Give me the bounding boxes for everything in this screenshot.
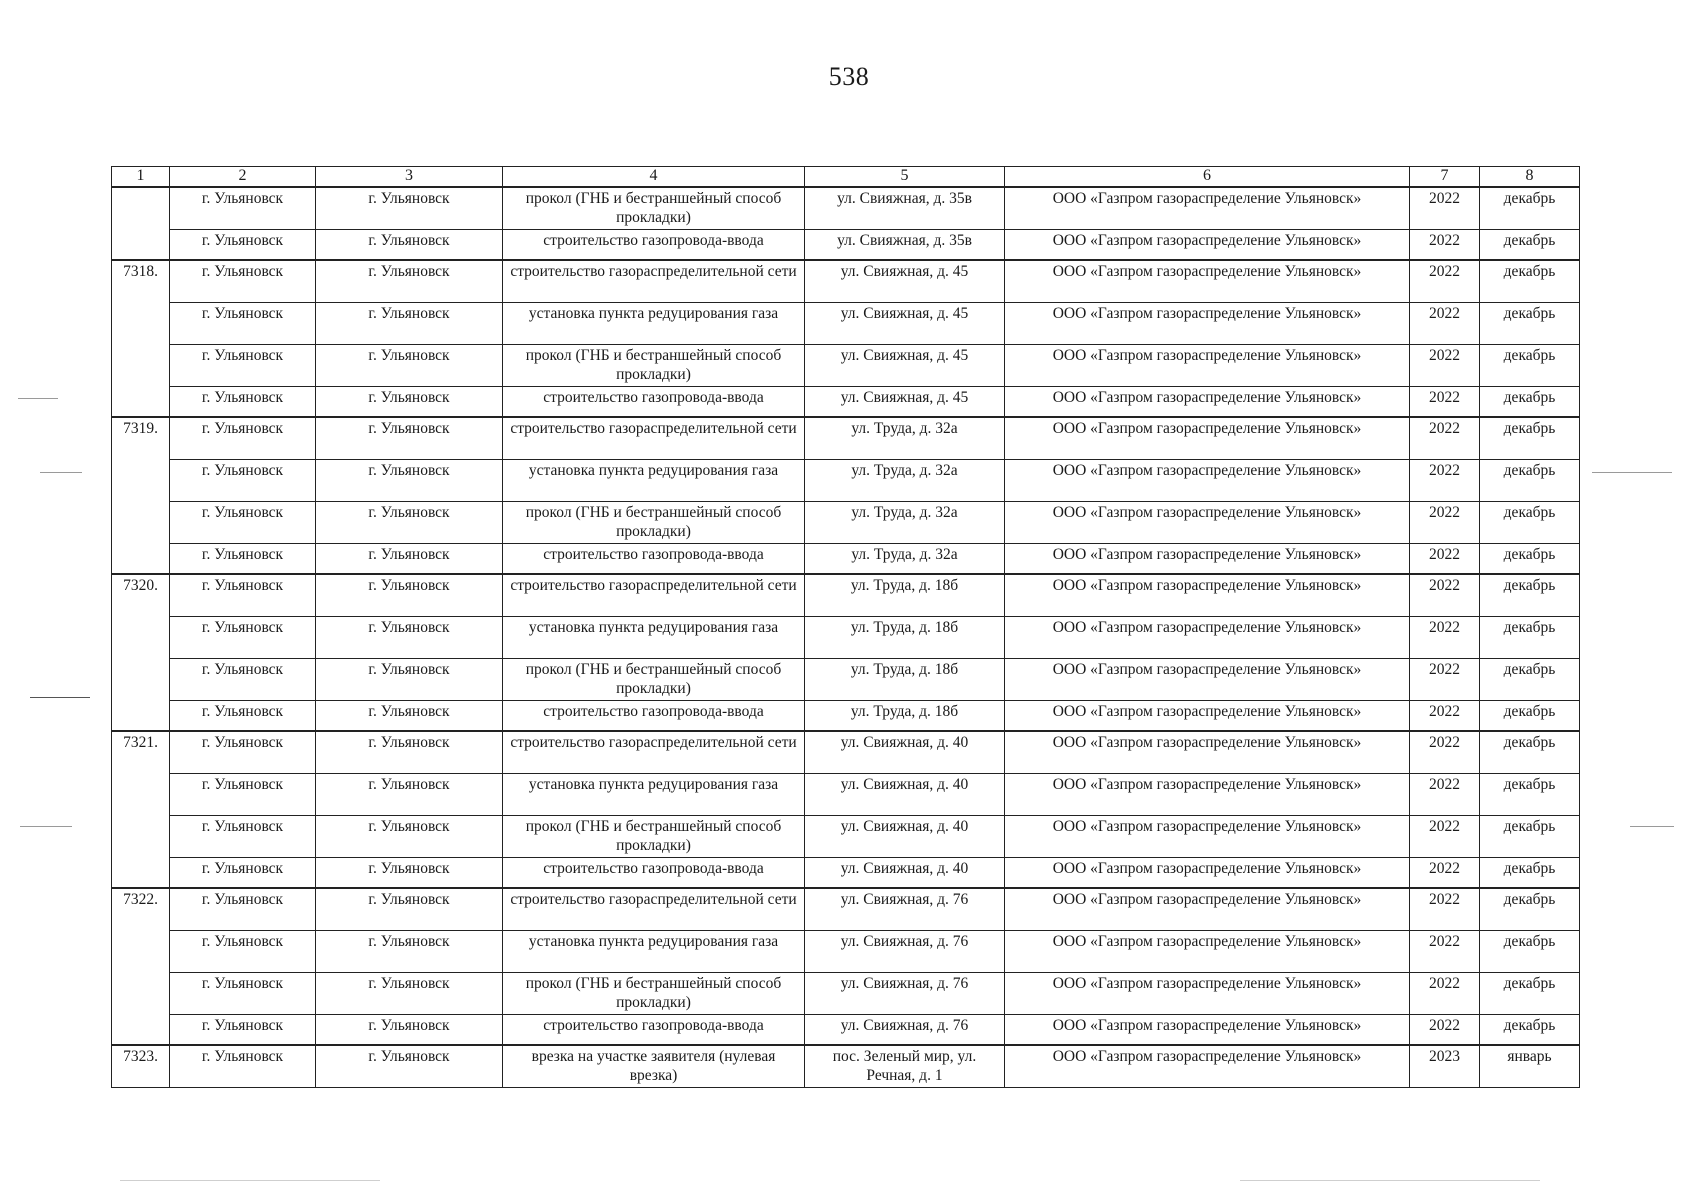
table-row	[112, 774, 1580, 816]
cell-month: декабрь	[1480, 230, 1580, 261]
cell-month: декабрь	[1480, 816, 1580, 858]
cell-number	[112, 931, 170, 973]
cell-address: ул. Свияжная, д. 45	[805, 345, 1005, 387]
cell-number	[112, 701, 170, 732]
cell-work-type: строительство газопровода-ввода	[503, 230, 805, 261]
cell-settlement: г. Ульяновск	[316, 345, 503, 387]
cell-municipality: г. Ульяновск	[170, 858, 316, 889]
cell-number: 7320.	[112, 574, 170, 617]
cell-month: декабрь	[1480, 858, 1580, 889]
table-row	[112, 387, 1580, 418]
cell-month: декабрь	[1480, 931, 1580, 973]
cell-work-type: строительство газопровода-ввода	[503, 544, 805, 575]
table-row	[112, 858, 1580, 889]
cell-address: ул. Свияжная, д. 40	[805, 731, 1005, 774]
cell-month: декабрь	[1480, 387, 1580, 418]
cell-address: ул. Свияжная, д. 40	[805, 774, 1005, 816]
table-row	[112, 1045, 1580, 1088]
cell-number: 7319.	[112, 417, 170, 460]
cell-number	[112, 774, 170, 816]
cell-address: ул. Свияжная, д. 40	[805, 858, 1005, 889]
cell-year: 2022	[1410, 1015, 1480, 1046]
cell-year: 2022	[1410, 888, 1480, 931]
cell-organization: ООО «Газпром газораспределение Ульяновск»	[1005, 417, 1410, 460]
cell-address: ул. Свияжная, д. 45	[805, 260, 1005, 303]
table-row	[112, 1015, 1580, 1046]
cell-address: ул. Свияжная, д. 35в	[805, 230, 1005, 261]
cell-address: ул. Труда, д. 32а	[805, 417, 1005, 460]
cell-number	[112, 345, 170, 387]
cell-organization: ООО «Газпром газораспределение Ульяновск»	[1005, 1045, 1410, 1088]
cell-organization: ООО «Газпром газораспределение Ульяновск»	[1005, 816, 1410, 858]
cell-municipality: г. Ульяновск	[170, 731, 316, 774]
table-row	[112, 617, 1580, 659]
column-header-5: 5	[805, 167, 1005, 188]
cell-address: ул. Свияжная, д. 76	[805, 973, 1005, 1015]
cell-municipality: г. Ульяновск	[170, 973, 316, 1015]
cell-settlement: г. Ульяновск	[316, 574, 503, 617]
cell-work-type: строительство газопровода-ввода	[503, 387, 805, 418]
cell-year: 2022	[1410, 701, 1480, 732]
cell-address: ул. Свияжная, д. 76	[805, 1015, 1005, 1046]
table-row	[112, 417, 1580, 460]
cell-settlement: г. Ульяновск	[316, 1045, 503, 1088]
cell-year: 2022	[1410, 659, 1480, 701]
cell-municipality: г. Ульяновск	[170, 816, 316, 858]
cell-municipality: г. Ульяновск	[170, 931, 316, 973]
cell-number	[112, 1015, 170, 1046]
cell-municipality: г. Ульяновск	[170, 617, 316, 659]
cell-settlement: г. Ульяновск	[316, 731, 503, 774]
cell-address: ул. Свияжная, д. 45	[805, 303, 1005, 345]
column-header-4: 4	[503, 167, 805, 188]
cell-municipality: г. Ульяновск	[170, 187, 316, 230]
cell-number: 7323.	[112, 1045, 170, 1088]
cell-work-type: прокол (ГНБ и бестраншейный способ прокладки)	[503, 659, 805, 701]
column-header-8: 8	[1480, 167, 1580, 188]
cell-settlement: г. Ульяновск	[316, 701, 503, 732]
table-row	[112, 973, 1580, 1015]
cell-settlement: г. Ульяновск	[316, 230, 503, 261]
column-header-3: 3	[316, 167, 503, 188]
cell-municipality: г. Ульяновск	[170, 345, 316, 387]
cell-municipality: г. Ульяновск	[170, 230, 316, 261]
cell-work-type: врезка на участке заявителя (нулевая врезка)	[503, 1045, 805, 1088]
cell-settlement: г. Ульяновск	[316, 774, 503, 816]
cell-year: 2022	[1410, 574, 1480, 617]
cell-settlement: г. Ульяновск	[316, 931, 503, 973]
cell-address: ул. Свияжная, д. 40	[805, 816, 1005, 858]
column-header-2: 2	[170, 167, 316, 188]
cell-organization: ООО «Газпром газораспределение Ульяновск»	[1005, 888, 1410, 931]
cell-work-type: прокол (ГНБ и бестраншейный способ прокладки)	[503, 345, 805, 387]
scan-artifact	[1240, 1180, 1540, 1181]
scan-artifact	[120, 1180, 380, 1181]
cell-number	[112, 387, 170, 418]
cell-municipality: г. Ульяновск	[170, 701, 316, 732]
table-row	[112, 701, 1580, 732]
cell-work-type: строительство газораспределительной сети	[503, 731, 805, 774]
cell-month: декабрь	[1480, 544, 1580, 575]
cell-work-type: строительство газораспределительной сети	[503, 417, 805, 460]
cell-work-type: установка пункта редуцирования газа	[503, 774, 805, 816]
cell-municipality: г. Ульяновск	[170, 260, 316, 303]
cell-organization: ООО «Газпром газораспределение Ульяновск»	[1005, 230, 1410, 261]
cell-year: 2023	[1410, 1045, 1480, 1088]
table-row	[112, 460, 1580, 502]
cell-address: ул. Свияжная, д. 76	[805, 931, 1005, 973]
cell-municipality: г. Ульяновск	[170, 303, 316, 345]
cell-month: декабрь	[1480, 345, 1580, 387]
cell-number	[112, 230, 170, 261]
cell-organization: ООО «Газпром газораспределение Ульяновск»	[1005, 774, 1410, 816]
cell-number	[112, 460, 170, 502]
cell-year: 2022	[1410, 303, 1480, 345]
cell-municipality: г. Ульяновск	[170, 544, 316, 575]
cell-municipality: г. Ульяновск	[170, 1045, 316, 1088]
cell-work-type: строительство газопровода-ввода	[503, 1015, 805, 1046]
header-row	[112, 167, 1580, 188]
column-header-1: 1	[112, 167, 170, 188]
cell-organization: ООО «Газпром газораспределение Ульяновск»	[1005, 1015, 1410, 1046]
cell-month: декабрь	[1480, 659, 1580, 701]
cell-organization: ООО «Газпром газораспределение Ульяновск»	[1005, 345, 1410, 387]
table-body	[112, 187, 1580, 1088]
cell-work-type: строительство газораспределительной сети	[503, 260, 805, 303]
cell-year: 2022	[1410, 816, 1480, 858]
cell-month: декабрь	[1480, 460, 1580, 502]
cell-settlement: г. Ульяновск	[316, 858, 503, 889]
cell-work-type: прокол (ГНБ и бестраншейный способ прокладки)	[503, 973, 805, 1015]
cell-work-type: прокол (ГНБ и бестраншейный способ прокладки)	[503, 502, 805, 544]
cell-settlement: г. Ульяновск	[316, 187, 503, 230]
cell-month: декабрь	[1480, 502, 1580, 544]
cell-number: 7318.	[112, 260, 170, 303]
cell-settlement: г. Ульяновск	[316, 1015, 503, 1046]
cell-organization: ООО «Газпром газораспределение Ульяновск»	[1005, 574, 1410, 617]
cell-year: 2022	[1410, 774, 1480, 816]
cell-month: декабрь	[1480, 888, 1580, 931]
cell-address: ул. Свияжная, д. 76	[805, 888, 1005, 931]
cell-settlement: г. Ульяновск	[316, 816, 503, 858]
cell-settlement: г. Ульяновск	[316, 617, 503, 659]
cell-settlement: г. Ульяновск	[316, 303, 503, 345]
cell-work-type: строительство газораспределительной сети	[503, 888, 805, 931]
cell-year: 2022	[1410, 973, 1480, 1015]
cell-work-type: установка пункта редуцирования газа	[503, 617, 805, 659]
scan-artifact	[30, 697, 90, 698]
scan-artifact	[40, 472, 82, 473]
cell-organization: ООО «Газпром газораспределение Ульяновск»	[1005, 617, 1410, 659]
cell-organization: ООО «Газпром газораспределение Ульяновск»	[1005, 502, 1410, 544]
table-row	[112, 544, 1580, 575]
cell-month: декабрь	[1480, 973, 1580, 1015]
cell-organization: ООО «Газпром газораспределение Ульяновск»	[1005, 973, 1410, 1015]
cell-number	[112, 973, 170, 1015]
scan-artifact	[1630, 826, 1674, 827]
register-table	[111, 166, 1580, 1088]
cell-municipality: г. Ульяновск	[170, 1015, 316, 1046]
cell-number	[112, 659, 170, 701]
table-row	[112, 502, 1580, 544]
scan-artifact	[18, 398, 58, 399]
cell-number	[112, 502, 170, 544]
cell-month: декабрь	[1480, 187, 1580, 230]
cell-organization: ООО «Газпром газораспределение Ульяновск»	[1005, 187, 1410, 230]
cell-year: 2022	[1410, 417, 1480, 460]
cell-municipality: г. Ульяновск	[170, 417, 316, 460]
cell-year: 2022	[1410, 387, 1480, 418]
cell-municipality: г. Ульяновск	[170, 888, 316, 931]
cell-year: 2022	[1410, 617, 1480, 659]
cell-organization: ООО «Газпром газораспределение Ульяновск»	[1005, 659, 1410, 701]
cell-organization: ООО «Газпром газораспределение Ульяновск»	[1005, 460, 1410, 502]
cell-month: декабрь	[1480, 774, 1580, 816]
cell-month: декабрь	[1480, 1015, 1580, 1046]
cell-number	[112, 617, 170, 659]
cell-organization: ООО «Газпром газораспределение Ульяновск»	[1005, 731, 1410, 774]
table-row	[112, 731, 1580, 774]
cell-work-type: строительство газопровода-ввода	[503, 858, 805, 889]
cell-year: 2022	[1410, 931, 1480, 973]
table-row	[112, 303, 1580, 345]
cell-municipality: г. Ульяновск	[170, 460, 316, 502]
cell-work-type: строительство газопровода-ввода	[503, 701, 805, 732]
cell-address: ул. Труда, д. 18б	[805, 701, 1005, 732]
table-row	[112, 187, 1580, 230]
cell-month: декабрь	[1480, 260, 1580, 303]
cell-year: 2022	[1410, 345, 1480, 387]
cell-month: декабрь	[1480, 303, 1580, 345]
cell-address: ул. Труда, д. 32а	[805, 460, 1005, 502]
cell-month: декабрь	[1480, 731, 1580, 774]
cell-year: 2022	[1410, 230, 1480, 261]
cell-month: декабрь	[1480, 417, 1580, 460]
cell-settlement: г. Ульяновск	[316, 544, 503, 575]
cell-organization: ООО «Газпром газораспределение Ульяновск»	[1005, 931, 1410, 973]
table-row	[112, 659, 1580, 701]
cell-number: 7322.	[112, 888, 170, 931]
cell-number	[112, 816, 170, 858]
table-row	[112, 230, 1580, 261]
scan-artifact	[1592, 472, 1672, 473]
cell-municipality: г. Ульяновск	[170, 387, 316, 418]
cell-organization: ООО «Газпром газораспределение Ульяновск»	[1005, 303, 1410, 345]
cell-address: ул. Труда, д. 32а	[805, 544, 1005, 575]
cell-settlement: г. Ульяновск	[316, 502, 503, 544]
cell-work-type: строительство газораспределительной сети	[503, 574, 805, 617]
cell-address: ул. Труда, д. 32а	[805, 502, 1005, 544]
cell-address: ул. Свияжная, д. 45	[805, 387, 1005, 418]
cell-municipality: г. Ульяновск	[170, 659, 316, 701]
cell-settlement: г. Ульяновск	[316, 417, 503, 460]
table-header	[112, 167, 1580, 188]
cell-month: декабрь	[1480, 574, 1580, 617]
cell-municipality: г. Ульяновск	[170, 502, 316, 544]
table-row	[112, 888, 1580, 931]
cell-month: декабрь	[1480, 617, 1580, 659]
cell-number: 7321.	[112, 731, 170, 774]
cell-settlement: г. Ульяновск	[316, 387, 503, 418]
cell-work-type: установка пункта редуцирования газа	[503, 303, 805, 345]
table-row	[112, 260, 1580, 303]
cell-municipality: г. Ульяновск	[170, 574, 316, 617]
cell-organization: ООО «Газпром газораспределение Ульяновск»	[1005, 858, 1410, 889]
cell-address: пос. Зеленый мир, ул. Речная, д. 1	[805, 1045, 1005, 1088]
cell-year: 2022	[1410, 460, 1480, 502]
cell-settlement: г. Ульяновск	[316, 659, 503, 701]
cell-organization: ООО «Газпром газораспределение Ульяновск»	[1005, 387, 1410, 418]
cell-number	[112, 544, 170, 575]
cell-municipality: г. Ульяновск	[170, 774, 316, 816]
cell-year: 2022	[1410, 731, 1480, 774]
column-header-7: 7	[1410, 167, 1480, 188]
cell-year: 2022	[1410, 858, 1480, 889]
cell-work-type: прокол (ГНБ и бестраншейный способ прокладки)	[503, 187, 805, 230]
cell-work-type: прокол (ГНБ и бестраншейный способ прокладки)	[503, 816, 805, 858]
cell-number	[112, 858, 170, 889]
cell-number	[112, 187, 170, 230]
cell-address: ул. Свияжная, д. 35в	[805, 187, 1005, 230]
cell-address: ул. Труда, д. 18б	[805, 574, 1005, 617]
cell-year: 2022	[1410, 260, 1480, 303]
cell-month: январь	[1480, 1045, 1580, 1088]
cell-settlement: г. Ульяновск	[316, 260, 503, 303]
cell-work-type: установка пункта редуцирования газа	[503, 460, 805, 502]
cell-settlement: г. Ульяновск	[316, 973, 503, 1015]
page-number: 538	[828, 62, 870, 91]
table-row	[112, 816, 1580, 858]
table-row	[112, 931, 1580, 973]
cell-settlement: г. Ульяновск	[316, 460, 503, 502]
cell-address: ул. Труда, д. 18б	[805, 659, 1005, 701]
table-row	[112, 345, 1580, 387]
cell-number	[112, 303, 170, 345]
cell-work-type: установка пункта редуцирования газа	[503, 931, 805, 973]
cell-organization: ООО «Газпром газораспределение Ульяновск»	[1005, 701, 1410, 732]
cell-year: 2022	[1410, 187, 1480, 230]
cell-year: 2022	[1410, 502, 1480, 544]
cell-organization: ООО «Газпром газораспределение Ульяновск»	[1005, 544, 1410, 575]
cell-organization: ООО «Газпром газораспределение Ульяновск»	[1005, 260, 1410, 303]
table-row	[112, 574, 1580, 617]
cell-address: ул. Труда, д. 18б	[805, 617, 1005, 659]
cell-month: декабрь	[1480, 701, 1580, 732]
cell-year: 2022	[1410, 544, 1480, 575]
cell-settlement: г. Ульяновск	[316, 888, 503, 931]
column-header-6: 6	[1005, 167, 1410, 188]
scan-artifact	[20, 826, 72, 827]
